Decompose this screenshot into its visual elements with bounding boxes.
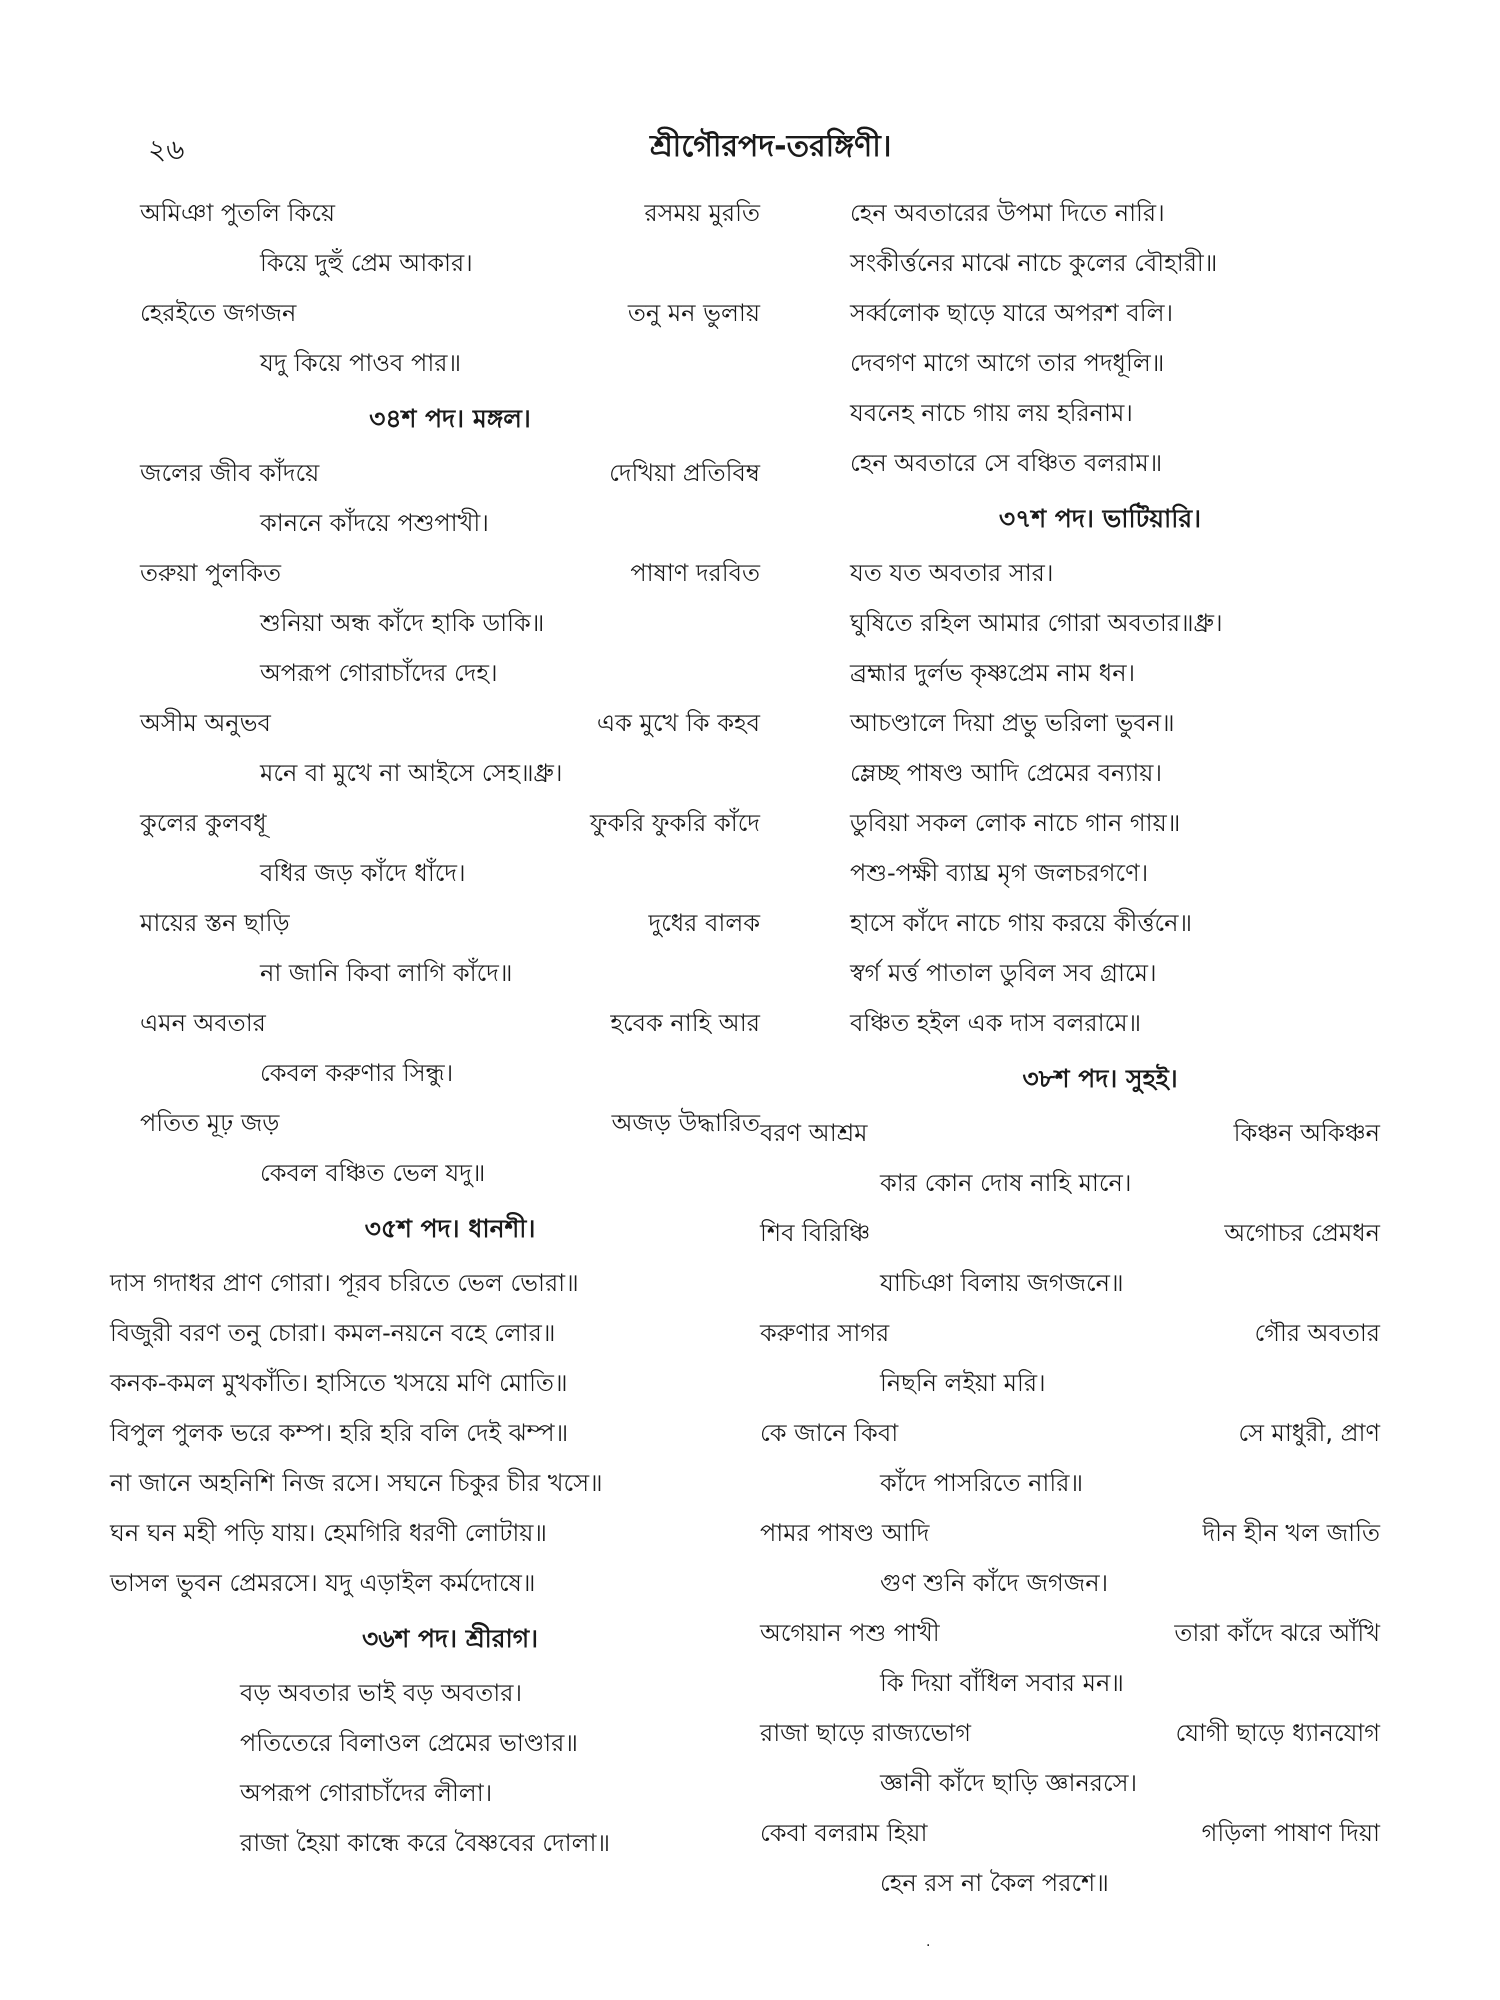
verse-half: দুধের বালক <box>648 909 760 937</box>
verse-line <box>850 340 1380 390</box>
verse-half: বরণ আশ্রম <box>760 1119 868 1147</box>
verse-half: এমন অবতার <box>140 1009 266 1037</box>
verse-text: বিজুরী বরণ তনু চোরা। কমল-নয়নে বহে লোর॥ <box>110 1319 556 1347</box>
verse-line <box>760 1610 1380 1660</box>
verse-line <box>760 1660 1380 1710</box>
verse-refrain: গুণ শুনি কাঁদে জগজন। <box>880 1569 1109 1597</box>
print-dot: · <box>926 1938 931 1954</box>
verse-line <box>850 600 1380 650</box>
verse-line <box>760 1210 1380 1260</box>
verse-line <box>140 1150 760 1200</box>
poem-34 <box>140 450 760 1200</box>
section-heading-34: ৩৪শ পদ। মঙ্গল। <box>369 403 531 433</box>
verse-line <box>110 1510 760 1560</box>
verse-line <box>760 1160 1380 1210</box>
verse-line <box>850 700 1380 750</box>
verse-line <box>760 1560 1380 1610</box>
verse-half: পতিত মূঢ় জড় <box>140 1109 280 1137</box>
verse-half: কেবা বলরাম হিয়া <box>760 1819 928 1847</box>
verse-half: যোগী ছাড়ে ধ্যানযোগ <box>1175 1719 1380 1747</box>
verse-line <box>140 600 760 650</box>
verse-line <box>140 950 760 1000</box>
verse-line <box>240 1770 760 1820</box>
poem-36 <box>140 1670 760 1870</box>
verse-text: ভাসল ভুবন প্রেমরসে। যদু এড়াইল কর্মদোষে॥ <box>110 1569 536 1597</box>
verse-line <box>240 1820 760 1870</box>
poem-38 <box>760 1110 1380 1910</box>
verse-line <box>760 1410 1380 1460</box>
verse-half: গৌর অবতার <box>1254 1319 1380 1347</box>
verse-half: হেরইতে জগজন <box>140 299 297 327</box>
verse-half: মায়ের স্তন ছাড়ি <box>140 909 290 937</box>
verse-line <box>760 1360 1380 1410</box>
verse-refrain: হেন রস না কৈল পরশে॥ <box>880 1869 1109 1897</box>
verse-text: কনক-কমল মুখকাঁতি। হাসিতে খসয়ে মণি মোতি॥ <box>110 1369 568 1397</box>
verse-text: সংকীর্ত্তনের মাঝে নাচে কুলের বৌহারী॥ <box>850 249 1218 277</box>
verse-line <box>110 1410 760 1460</box>
verse-line <box>140 240 760 290</box>
verse-text: রাজা হৈয়া কান্ধে করে বৈষ্ণবের দোলা॥ <box>240 1829 611 1857</box>
verse-half: অজড় উদ্ধারিত <box>611 1109 760 1137</box>
verse-line <box>850 390 1380 440</box>
verse-half: তারা কাঁদে ঝরে আঁখি <box>1174 1619 1380 1647</box>
verse-half: তরুয়া পুলকিত <box>140 559 281 587</box>
poem-33-tail <box>140 190 760 390</box>
verse-refrain: যাচিঞা বিলায় জগজনে॥ <box>880 1269 1124 1297</box>
verse-line <box>760 1860 1380 1910</box>
verse-text: দেবগণ মাগে আগে তার পদধূলি॥ <box>850 349 1165 377</box>
verse-refrain: জ্ঞানী কাঁদে ছাড়ি জ্ঞানরসে। <box>880 1769 1138 1797</box>
verse-half: কিঞ্চন অকিঞ্চন <box>1233 1119 1380 1147</box>
verse-refrain: কি দিয়া বাঁধিল সবার মন॥ <box>880 1669 1124 1697</box>
verse-line <box>760 1710 1380 1760</box>
verse-half: করুণার সাগর <box>760 1319 890 1347</box>
verse-line <box>850 190 1380 240</box>
verse-half: দীন হীন খল জাতি <box>1202 1519 1380 1547</box>
verse-line <box>240 1720 760 1770</box>
verse-line <box>140 340 760 390</box>
verse-line <box>140 750 760 800</box>
verse-half: অসীম অনুভব <box>140 709 271 737</box>
verse-half: ফুকরি ফুকরি কাঁদে <box>589 809 760 837</box>
verse-text: যত যত অবতার সার। <box>850 559 1054 587</box>
verse-half: রসময় মুরতি <box>644 199 760 227</box>
verse-refrain: মনে বা মুখে না আইসে সেহ॥ধ্রু। <box>260 759 563 787</box>
verse-line <box>140 1100 760 1150</box>
verse-text: স্বর্গ মর্ত্ত পাতাল ডুবিল সব গ্রামে। <box>850 959 1157 987</box>
verse-line <box>140 900 760 950</box>
section-heading-35: ৩৫শ পদ। ধানশী। <box>364 1213 536 1243</box>
verse-text: ডুবিয়া সকল লোক নাচে গান গায়॥ <box>850 809 1181 837</box>
verse-half: দেখিয়া প্রতিবিম্ব <box>609 459 760 487</box>
verse-half: রাজা ছাড়ে রাজ্যভোগ <box>760 1719 971 1747</box>
verse-line <box>760 1260 1380 1310</box>
verse-text: দাস গদাধর প্রাণ গোরা। পূরব চরিতে ভেল ভোরা॥ <box>110 1269 579 1297</box>
verse-line <box>760 1510 1380 1560</box>
verse-text: হেন অবতারে সে বঞ্চিত বলরাম॥ <box>850 449 1163 477</box>
verse-refrain: কেবল করুণার সিন্ধু। <box>260 1059 454 1087</box>
verse-line <box>110 1560 760 1610</box>
verse-line <box>850 900 1380 950</box>
verse-text: পশু-পক্ষী ব্যাঘ্র মৃগ জলচরগণে। <box>850 859 1149 887</box>
verse-refrain: যদু কিয়ে পাওব পার॥ <box>260 349 462 377</box>
verse-half: পাষাণ দরবিত <box>630 559 760 587</box>
verse-half: হবেক নাহি আর <box>610 1009 760 1037</box>
section-heading-36: ৩৬শ পদ। শ্রীরাগ। <box>361 1623 539 1653</box>
verse-text: ব্রহ্মার দুর্লভ কৃষ্ণপ্রেম নাম ধন। <box>850 659 1136 687</box>
verse-refrain: কাঁদে পাসরিতে নারি॥ <box>880 1469 1084 1497</box>
verse-text: পতিতেরে বিলাওল প্রেমের ভাণ্ডার॥ <box>240 1729 578 1757</box>
verse-line <box>140 650 760 700</box>
verse-line <box>140 550 760 600</box>
verse-line <box>110 1310 760 1360</box>
verse-half: কুলের কুলবধূ <box>140 809 267 837</box>
section-heading-38: ৩৮শ পদ। সুহই। <box>1022 1063 1178 1093</box>
verse-refrain: নিছনি লইয়া মরি। <box>880 1369 1046 1397</box>
verse-text: ঘন ঘন মহী পড়ি যায়। হেমগিরি ধরণী লোটায়॥ <box>110 1519 547 1547</box>
verse-line <box>110 1260 760 1310</box>
verse-refrain: বধির জড় কাঁদে ধাঁদে। <box>260 859 466 887</box>
verse-half: অগেয়ান পশু পাখী <box>760 1619 940 1647</box>
verse-refrain: কেবল বঞ্চিত ভেল যদু॥ <box>260 1159 486 1187</box>
right-column <box>760 190 1380 1910</box>
verse-text: ম্লেচ্ছ পাষণ্ড আদি প্রেমের বন্যায়। <box>850 759 1163 787</box>
poem-35 <box>110 1260 760 1610</box>
verse-line <box>140 800 760 850</box>
verse-text: বিপুল পুলক ভরে কম্প। হরি হরি বলি দেই ঝম্প॥ <box>110 1419 569 1447</box>
verse-line <box>850 850 1380 900</box>
verse-text: না জানে অহনিশি নিজ রসে। সঘনে চিকুর চীর খসে॥ <box>110 1469 603 1497</box>
verse-refrain: শুনিয়া অন্ধ কাঁদে হাকি ডাকি॥ <box>260 609 545 637</box>
verse-half: এক মুখে কি কহব <box>596 709 760 737</box>
verse-text: আচণ্ডালে দিয়া প্রভু ভরিলা ভুবন॥ <box>850 709 1175 737</box>
verse-text: সর্ব্বলোক ছাড়ে যারে অপরশ বলি। <box>850 299 1174 327</box>
left-column <box>110 190 760 1870</box>
verse-refrain: কিয়ে দুহুঁ প্রেম আকার। <box>260 249 473 277</box>
verse-line <box>140 1000 760 1050</box>
running-title: শ্রীগৌরপদ-তরঙ্গিণী। <box>650 129 892 164</box>
verse-line <box>760 1460 1380 1510</box>
verse-half: শিব বিরিঞ্চি <box>760 1219 871 1247</box>
verse-line <box>110 1360 760 1410</box>
verse-line <box>850 550 1380 600</box>
verse-line <box>140 700 760 750</box>
verse-line <box>850 950 1380 1000</box>
verse-text: বড় অবতার ভাই বড় অবতার। <box>240 1679 523 1707</box>
verse-line <box>850 290 1380 340</box>
verse-text: হেন অবতারের উপমা দিতে নারি। <box>850 199 1165 227</box>
verse-line <box>850 750 1380 800</box>
verse-half: গড়িলা পাষাণ দিয়া <box>1201 1819 1380 1847</box>
poem-37 <box>820 550 1380 1050</box>
verse-line <box>140 850 760 900</box>
poem-36-tail <box>820 190 1380 490</box>
section-heading-37: ৩৭শ পদ। ভাটিয়ারি। <box>998 503 1202 533</box>
verse-line <box>240 1670 760 1720</box>
verse-line <box>760 1810 1380 1860</box>
verse-line <box>140 190 760 240</box>
verse-line <box>140 290 760 340</box>
verse-line <box>760 1760 1380 1810</box>
verse-line <box>110 1460 760 1510</box>
verse-refrain: অপরূপ গোরাচাঁদের দেহ। <box>260 659 498 687</box>
verse-half: পামর পাষণ্ড আদি <box>760 1519 930 1547</box>
verse-text: অপরূপ গোরাচাঁদের লীলা। <box>240 1779 493 1807</box>
verse-line <box>850 800 1380 850</box>
verse-line <box>140 500 760 550</box>
verse-line <box>760 1310 1380 1360</box>
verse-line <box>140 1050 760 1100</box>
verse-half: কে জানে কিবা <box>760 1419 899 1447</box>
verse-line <box>850 650 1380 700</box>
verse-half: সে মাধুরী, প্রাণ <box>1238 1419 1380 1447</box>
verse-line <box>850 1000 1380 1050</box>
verse-half: জলের জীব কাঁদয়ে <box>140 459 320 487</box>
verse-refrain: না জানি কিবা লাগি কাঁদে॥ <box>260 959 513 987</box>
verse-line <box>850 240 1380 290</box>
verse-refrain: কাননে কাঁদয়ে পশুপাখী। <box>260 509 489 537</box>
verse-half: অগোচর প্রেমধন <box>1224 1219 1380 1247</box>
verse-line <box>140 450 760 500</box>
verse-text: যবনেহ নাচে গায় লয় হরিনাম। <box>850 399 1133 427</box>
verse-text: বঞ্চিত হইল এক দাস বলরামে॥ <box>850 1009 1142 1037</box>
verse-text: ঘুষিতে রহিল আমার গোরা অবতার॥ধ্রু। <box>850 609 1223 637</box>
verse-text: হাসে কাঁদে নাচে গায় করয়ে কীর্ত্তনে॥ <box>850 909 1193 937</box>
verse-line <box>760 1110 1380 1160</box>
verse-refrain: কার কোন দোষ নাহি মানে। <box>880 1169 1132 1197</box>
verse-half: অমিঞা পুতলি কিয়ে <box>140 199 336 227</box>
page-number: ২৬ <box>148 133 185 166</box>
verse-half: তনু মন ভুলায় <box>627 299 760 327</box>
verse-line <box>850 440 1380 490</box>
